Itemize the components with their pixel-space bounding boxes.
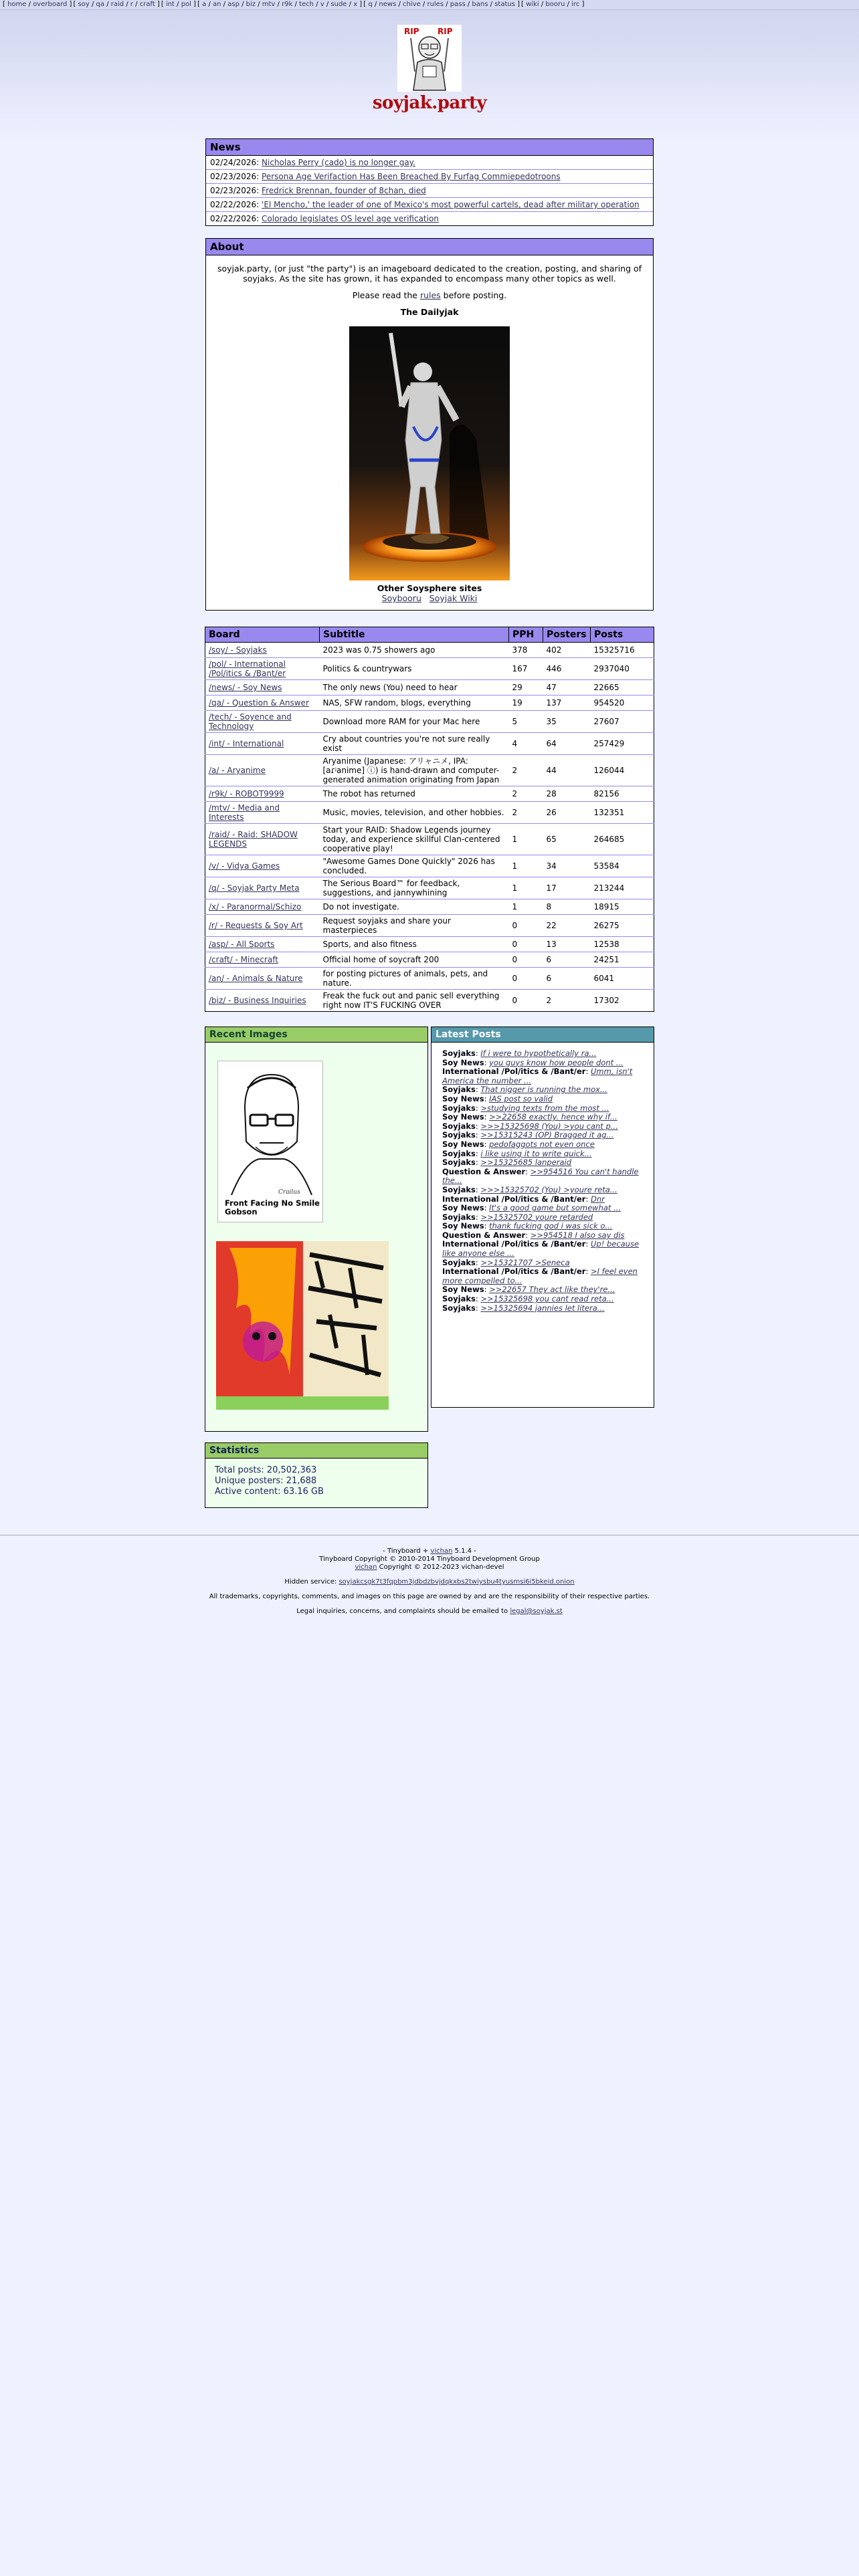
board-posters: 6 [543,968,591,990]
about-box [205,238,654,611]
board-row [205,968,654,990]
news-link[interactable]: Persona Age Verifaction Has Been Breached By Furfag Commiepedotroons [262,172,561,181]
boards-table [205,627,654,1012]
board-subtitle: for posting pictures of animals, pets, and nature. [320,968,509,990]
nav-link-mtv[interactable]: mtv [262,1,276,8]
board-row [205,658,654,680]
post-board: International /Pol/itics & /Bant/er [442,1194,586,1204]
nav-link-biz[interactable]: biz [246,1,256,8]
board-row [205,990,654,1012]
other-sites-title: Other Soysphere sites [377,583,482,593]
footer-hidden-service [0,1578,859,1586]
nav-link-chive[interactable]: chive [403,1,421,8]
board-subtitle: "Awesome Games Done Quickly" 2026 has concluded. [320,855,509,877]
news-date: 02/23/2026: [210,186,260,195]
board-posts: 12538 [591,937,654,952]
board-pph: 5 [509,711,543,733]
about-intro: soyjak.party, (or just "the party") is an imageboard dedicated to the creation, posting, and sharing of soyjaks. As the site has grown, it has expanded to encompass many other topics as well. [217,263,642,284]
rules-line [215,290,644,300]
board-pph: 4 [509,733,543,755]
footer-vichan-copyright [0,1564,859,1572]
footer [0,1535,859,1616]
board-pph: 1 [509,877,543,899]
post-link[interactable]: >>15315243 (OP) Bragged it ag... [480,1130,614,1140]
latest-post: Soy News: It's a good game but somewhat ... [442,1203,622,1213]
post-board: Question & Answer [442,1230,526,1240]
board-posts: 24251 [591,952,654,968]
nav-link-overboard[interactable]: overboard [33,1,68,8]
news-link[interactable]: Fredrick Brennan, founder of 8chan, died [262,186,426,195]
board-pph: 19 [509,695,543,711]
board-posters: 8 [543,899,591,915]
board-posts: 27607 [591,711,654,733]
board-posters: 13 [543,937,591,952]
col-board: Board [205,627,320,643]
board-row [205,695,654,711]
board-link[interactable]: /a/ - Aryanime [209,766,266,775]
col-subtitle: Subtitle [320,627,509,643]
board-pph: 1 [509,855,543,877]
latest-post: Soyjaks: >>15315243 (OP) Bragged it ag... [442,1130,614,1140]
nav-group: [ home / overboard ] [3,1,72,8]
board-pph: 0 [509,937,543,952]
latest-post: Soyjaks: >>15325698 you cant read reta... [442,1294,614,1304]
nav-link-news[interactable]: news [379,1,397,8]
col-posters: Posters [543,627,591,643]
nav-link-pass[interactable]: pass [450,1,466,8]
latest-post: International /Pol/itics & /Bant/er: Up! because like anyone else ... [442,1239,640,1259]
latest-post: Soy News: thank fucking god i was sick o... [442,1221,613,1231]
boards-header-row [205,627,654,643]
nav-link-irc[interactable]: irc [571,1,580,8]
nav-link-home[interactable]: home [7,1,27,8]
post-board: International /Pol/itics & /Bant/er [442,1239,586,1249]
board-pph: 1 [509,899,543,915]
other-sites-links [215,593,644,603]
latest-post: Soyjaks: i like using it to write quick... [442,1148,592,1158]
board-posts: 126044 [591,755,654,786]
news-date: 02/22/2026: [210,200,260,209]
footer-tinyboard-copyright: Tinyboard Copyright © 2010-2014 Tinyboard Development Group [319,1555,540,1563]
board-link[interactable]: /news/ - Soy News [209,683,282,692]
board-row [205,915,654,937]
news-box [205,138,654,226]
news-heading: News [206,139,653,156]
legal-email-link[interactable]: legal@soyjak.st [510,1608,563,1615]
nav-link-an[interactable]: an [213,1,221,8]
post-link[interactable]: >>15325685 lanperaid [480,1158,572,1168]
col-pph: PPH [509,627,543,643]
board-subtitle: The Serious Board™ for feedback, suggestions, and jannywhining [320,877,509,899]
stat-total-posts: Total posts: 20,502,363 [215,1465,317,1475]
stat-active-content: Active content: 63.16 GB [215,1487,324,1497]
board-link[interactable]: /biz/ - Business Inquiries [209,996,306,1005]
board-subtitle: NAS, SFW random, blogs, everything [320,695,509,711]
post-link[interactable]: That nigger is running the mox... [480,1085,607,1095]
board-posters: 28 [543,786,591,802]
nav-link-r9k[interactable]: r9k [282,1,293,8]
board-posters: 35 [543,711,591,733]
board-pph: 378 [509,643,543,658]
board-pph: 167 [509,658,543,680]
statistics-heading: Statistics [205,1443,427,1459]
board-posts: 15325716 [591,643,654,658]
news-item [206,183,653,197]
board-link[interactable]: /pol/ - International /Pol/itics & /Bant/er [209,659,286,678]
hidden-service-label: Hidden service: [284,1578,339,1586]
post-link[interactable]: If i were to hypothetically ra... [480,1049,597,1058]
signature-text: Crailus [278,1189,300,1195]
board-posts: 82156 [591,786,654,802]
board-subtitle: Sports, and also fitness [320,937,509,952]
nav-link-int[interactable]: int [165,1,175,8]
board-subtitle: The robot has returned [320,786,509,802]
latest-post: Soy News: IAS post so valid [442,1093,553,1103]
board-posters: 2 [543,990,591,1012]
statistics-box [205,1442,428,1508]
rules-link[interactable]: rules [419,290,441,300]
board-pph: 2 [509,802,543,824]
board-posters: 6 [543,952,591,968]
latest-post: Soyjaks: >>15325702 youre retarded [442,1212,593,1222]
soyjak-logo-icon [397,25,462,92]
nav-group: [ int / pol ] [161,1,197,8]
board-subtitle: Do not investigate. [320,899,509,915]
top-nav-bar [0,0,859,10]
post-board: Soyjaks [442,1049,476,1058]
post-board: Soyjaks [442,1085,476,1095]
news-date: 02/23/2026: [210,172,260,181]
latest-post: International /Pol/itics & /Bant/er: Dnr [442,1194,605,1204]
recent-image-caption: Front Facing No Smile Gobson [225,1198,320,1216]
board-pph: 0 [509,990,543,1012]
board-posters: 34 [543,855,591,877]
board-subtitle: The only news (You) need to hear [320,680,509,695]
dailyjak-image[interactable] [349,326,510,580]
latest-posts-list [432,1043,654,1317]
board-pph: 0 [509,915,543,937]
board-posters: 65 [543,824,591,855]
board-link[interactable]: /soy/ - Soyjaks [209,645,267,655]
board-posts: 257429 [591,733,654,755]
board-posters: 22 [543,915,591,937]
post-board: Soy News [442,1221,484,1231]
nav-link-booru[interactable]: booru [545,1,565,8]
board-subtitle: Freak the fuck out and panic sell everything right now IT'S FUCKING OVER [320,990,509,1012]
latest-post: Soyjaks: >>15325694 jannies let litera... [442,1303,605,1313]
board-row [205,952,654,968]
board-posters: 44 [543,755,591,786]
board-link[interactable]: /mtv/ - Media and Interests [209,803,280,822]
post-link[interactable]: >I feel even more compelled to... [442,1267,638,1285]
post-board: Soyjaks [442,1212,476,1222]
board-link[interactable]: /craft/ - Minecraft [209,955,278,964]
post-board: Soy News [442,1285,484,1295]
board-row [205,937,654,952]
site-header [0,10,859,113]
latest-post: Question & Answer: >>954516 You can't handle the... [442,1166,639,1186]
post-link[interactable]: IAS post so valid [489,1093,553,1103]
post-link[interactable]: >>>15325698 (You) >you cant p... [480,1121,618,1131]
post-link[interactable]: >studying texts from the most ... [480,1103,609,1113]
board-row [205,680,654,695]
post-board: Soyjaks [442,1130,476,1140]
rules-post: before posting. [440,290,507,300]
post-board: Soy News [442,1093,484,1103]
board-pph: 0 [509,968,543,990]
post-board: Soyjaks [442,1158,476,1168]
board-link[interactable]: /q/ - Soyjak Party Meta [209,883,300,893]
latest-post: Soyjaks: >>>15325698 (You) >you cant p... [442,1121,618,1131]
board-subtitle: Download more RAM for your Mac here [320,711,509,733]
nav-group: [ a / an / asp / biz / mtv / r9k / tech / v / sude / x ] [197,1,363,8]
post-board: Soy News [442,1057,484,1067]
col-posts: Posts [591,627,654,643]
soyjak-wiki-link[interactable]: Soyjak Wiki [429,593,478,603]
latest-post: International /Pol/itics & /Bant/er: >I feel even more compelled to... [442,1267,638,1285]
board-subtitle: Request soyjaks and share your masterpieces [320,915,509,937]
board-pph: 2 [509,786,543,802]
soybooru-link[interactable]: Soybooru [381,593,421,603]
nav-link-raid[interactable]: raid [110,1,124,8]
rules-pre: Please read the [352,290,420,300]
post-board: Soyjaks [442,1148,476,1158]
nav-link-q[interactable]: q [368,1,373,8]
site-logo[interactable] [397,25,462,92]
post-link[interactable]: >>22657 They act like they're... [489,1285,615,1295]
nav-link-craft[interactable]: craft [139,1,155,8]
board-subtitle: Cry about countries you're not sure really exist [320,733,509,755]
nav-link-tech[interactable]: tech [299,1,314,8]
news-item [206,211,653,225]
board-link[interactable]: /qa/ - Question & Answer [209,698,309,708]
board-row [205,877,654,899]
post-link[interactable]: >>15325702 youre retarded [480,1212,593,1222]
board-posts: 26275 [591,915,654,937]
footer-legal [0,1608,859,1616]
news-list [206,156,653,225]
post-board: Soy News [442,1203,484,1213]
board-row [205,786,654,802]
board-row [205,643,654,658]
post-board: International /Pol/itics & /Bant/er [442,1267,586,1277]
news-date: 02/22/2026: [210,214,260,223]
post-board: International /Pol/itics & /Bant/er [442,1067,586,1077]
recent-image-card[interactable] [217,1061,323,1222]
nav-group: [ soy / qa / raid / r / craft ] [73,1,160,8]
post-link[interactable]: >>15325698 you cant read reta... [480,1294,614,1304]
latest-posts-box [431,1027,654,1408]
latest-post: Soy News: >>22657 They act like they're... [442,1285,615,1295]
board-posters: 402 [543,643,591,658]
latest-posts-heading: Latest Posts [432,1027,654,1043]
post-link[interactable]: Up! because like anyone else ... [442,1239,640,1259]
board-posters: 64 [543,733,591,755]
latest-post: Soyjaks: If i were to hypothetically ra... [442,1049,597,1058]
post-link[interactable]: >>22658 exactly. hence why if... [489,1112,617,1122]
board-posters: 446 [543,658,591,680]
board-posts: 18915 [591,899,654,915]
board-subtitle: Aryanime (Japanese: アリャニメ, IPA: [aɾʲanime] ⓘ) is hand-drawn and computer-generated animation originating from Japan [320,755,509,786]
news-item [206,197,653,211]
vichan-link[interactable]: vichan [430,1547,453,1555]
site-title[interactable]: soyjak.party [372,93,487,113]
news-item [206,169,653,183]
latest-post: Soyjaks: >studying texts from the most ... [442,1103,609,1113]
nav-link-pol[interactable]: pol [181,1,191,8]
board-posts: 22665 [591,680,654,695]
board-link[interactable]: /x/ - Paranormal/Schizo [209,902,302,911]
board-row [205,899,654,915]
latest-post: Soy News: pedofaggots not even once [442,1139,595,1149]
latest-post: Soy News: you guys know how people dont ... [442,1057,624,1067]
board-posters: 26 [543,802,591,824]
nav-link-asp[interactable]: asp [227,1,240,8]
post-link[interactable]: Umm, isn't America the number ... [442,1067,633,1085]
svg-text:RIP: RIP [404,27,419,36]
nav-link-bans[interactable]: bans [472,1,488,8]
nav-link-status[interactable]: status [494,1,515,8]
board-link[interactable]: /r9k/ - ROBOT9999 [209,789,284,798]
post-board: Soyjaks [442,1103,476,1113]
post-link[interactable]: thank fucking god i was sick o... [489,1221,613,1231]
latest-post: Soyjaks: >>>15325702 (You) >youre reta... [442,1184,617,1194]
nav-link-v[interactable]: v [320,1,324,8]
nav-link-rules[interactable]: rules [427,1,444,8]
post-board: Soyjaks [442,1121,476,1131]
artwork-image [216,1241,389,1410]
latest-post: Soyjaks: That nigger is running the mox... [442,1085,607,1095]
board-subtitle: 2023 was 0.75 showers ago [320,643,509,658]
footer-version-pre: - Tinyboard + [383,1547,431,1555]
board-pph: 0 [509,952,543,968]
nav-group: [ wiki / booru / irc ] [521,1,585,8]
footer-vichan-copyright-text: Copyright © 2012-2023 vichan-devel [377,1564,504,1571]
post-board: Soy News [442,1139,484,1149]
post-link[interactable]: Dnr [590,1194,605,1204]
nav-link-qa[interactable]: qa [96,1,105,8]
latest-post: Soyjaks: >>15321707 >Seneca [442,1257,570,1267]
post-board: Soyjaks [442,1257,476,1267]
nav-link-sude[interactable]: sude [330,1,347,8]
board-subtitle: Start your RAID: Shadow Legends journey today, and experience skillful Clan-centered cooperative play! [320,824,509,855]
nav-link-r[interactable]: r [130,1,133,8]
latest-post: Soyjaks: >>15325685 lanperaid [442,1158,572,1168]
board-link[interactable]: /asp/ - All Sports [209,940,275,949]
board-row [205,824,654,855]
post-link[interactable]: pedofaggots not even once [489,1139,595,1149]
lower-section [205,1027,654,1508]
recent-images-heading: Recent Images [205,1027,427,1043]
post-link[interactable]: >>15325694 jannies let litera... [480,1303,605,1313]
nav-group: [ q / news / chive / rules / pass / bans / status ] [363,1,520,8]
latest-post: Soy News: >>22658 exactly. hence why if... [442,1112,617,1122]
board-posts: 53584 [591,855,654,877]
recent-images-box [205,1027,428,1432]
recent-image-2[interactable] [216,1241,389,1410]
board-link[interactable]: /raid/ - Raid: SHADOW LEGENDS [209,830,298,849]
post-link[interactable]: >>954518 I also say dis [530,1230,625,1240]
board-row [205,733,654,755]
news-item [206,156,653,169]
vichan-link-2[interactable]: vichan [355,1564,377,1571]
post-board: Soyjaks [442,1184,476,1194]
board-link[interactable]: /an/ - Animals & Nature [209,974,303,983]
news-link[interactable]: 'El Mencho,' the leader of one of Mexico's most powerful cartels, dead after military operation [262,200,640,209]
board-posters: 17 [543,877,591,899]
footer-trademarks: All trademarks, copyrights, comments, and images on this page are owned by and are the responsibility of their respective parties. [209,1593,650,1600]
news-link[interactable]: Colorado legislates OS level age verification [262,214,439,223]
post-board: Soyjaks [442,1294,476,1304]
post-board: Soy News [442,1112,484,1122]
post-link[interactable]: >>954516 You can't handle the... [442,1166,639,1186]
nav-link-soy[interactable]: soy [78,1,90,8]
post-link[interactable]: >>15321707 >Seneca [480,1257,570,1267]
board-link[interactable]: /tech/ - Soyence and Technology [209,712,292,731]
post-board: Soyjaks [442,1303,476,1313]
board-subtitle: Official home of soycraft 200 [320,952,509,968]
nav-link-x[interactable]: x [353,1,358,8]
board-pph: 29 [509,680,543,695]
nav-link-wiki[interactable]: wiki [526,1,539,8]
footer-version-post: 5.1.4 - [452,1547,476,1555]
board-pph: 1 [509,824,543,855]
latest-post: International /Pol/itics & /Bant/er: Umm, isn't America the number ... [442,1067,633,1085]
news-date: 02/24/2026: [210,158,260,167]
board-row [205,755,654,786]
board-posts: 6041 [591,968,654,990]
post-link[interactable]: >>>15325702 (You) >youre reta... [480,1184,617,1194]
post-link[interactable]: you guys know how people dont ... [489,1057,624,1067]
post-link[interactable]: i like using it to write quick... [480,1148,592,1158]
board-posts: 954520 [591,695,654,711]
board-link[interactable]: /v/ - Vidya Games [209,861,280,871]
stat-unique-posters: Unique posters: 21,688 [215,1476,317,1486]
footer-legal-text: Legal inquiries, concerns, and complaints should be emailed to [296,1608,510,1615]
board-row [205,855,654,877]
board-posters: 47 [543,680,591,695]
footer-version [0,1547,859,1555]
board-row [205,802,654,824]
board-row [205,711,654,733]
soyjak-drawing-image [218,1061,322,1195]
post-board: Question & Answer [442,1166,526,1176]
board-posts: 17302 [591,990,654,1012]
news-link[interactable]: Nicholas Perry (cado) is no longer gay. [262,158,415,167]
board-posts: 2937040 [591,658,654,680]
nav-link-a[interactable]: a [202,1,207,8]
board-posters: 137 [543,695,591,711]
board-posts: 264685 [591,824,654,855]
board-posts: 132351 [591,802,654,824]
board-posts: 213244 [591,877,654,899]
latest-post: Question & Answer: >>954518 I also say dis [442,1230,625,1240]
onion-link[interactable]: soyjakcsgk7t3fqpbm3jdbdzbvjdqkxbs2twiysbu4tyusmsi6i5bkeid.onion [339,1578,575,1586]
board-subtitle: Politics & countrywars [320,658,509,680]
board-link[interactable]: /int/ - International [209,739,284,748]
svg-text:RIP: RIP [438,27,453,36]
about-heading: About [206,239,653,255]
board-link[interactable]: /r/ - Requests & Soy Art [209,921,303,930]
board-subtitle: Music, movies, television, and other hobbies. [320,802,509,824]
dailyjak-title: The Dailyjak [400,307,459,317]
board-pph: 2 [509,755,543,786]
post-link[interactable]: It's a good game but somewhat ... [489,1203,622,1213]
